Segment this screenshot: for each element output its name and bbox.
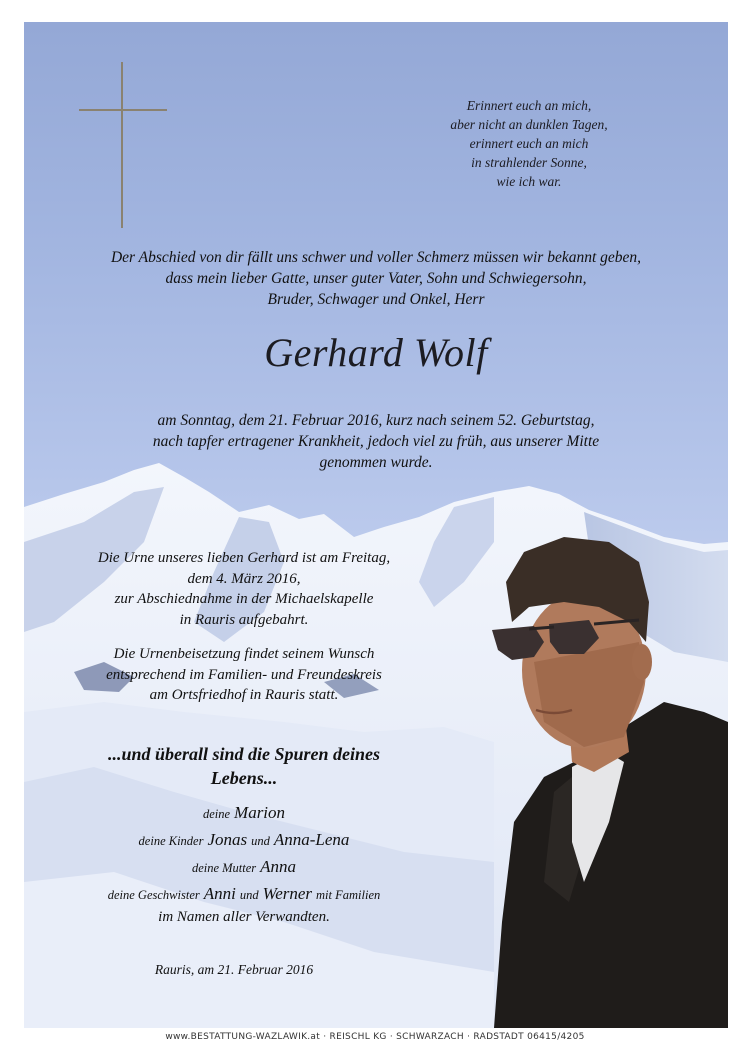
family-wife [64, 803, 424, 823]
intro-line: Der Abschied von dir fällt uns schwer und voller Schmerz müssen wir bekannt geben, [110, 249, 642, 266]
death-line: genommen wurde. [319, 454, 433, 471]
and-word: und [239, 888, 259, 902]
poem-line: erinnert euch an mich [469, 136, 589, 151]
family-mother [64, 857, 424, 877]
poem-line: Erinnert euch an mich, [466, 98, 592, 113]
child-name: Anna-Lena [273, 830, 350, 849]
memorial-quote [64, 742, 424, 790]
family-siblings [64, 884, 424, 904]
poem-line: wie ich war. [496, 174, 562, 189]
burial-line: Die Urnenbeisetzung findet seinem Wunsch [113, 646, 375, 662]
burial-info [54, 644, 434, 706]
wife-prefix: deine [202, 807, 231, 821]
child-name: Jonas [207, 830, 248, 849]
quote-line: Lebens... [210, 768, 278, 788]
wife-name: Marion [234, 803, 286, 822]
death-line: am Sonntag, dem 21. Februar 2016, kurz nach seinem 52. Geburtstag, [157, 412, 595, 429]
urn-line: Die Urne unseres lieben Gerhard ist am Freitag, [97, 550, 391, 566]
children-prefix: deine Kinder [138, 834, 204, 848]
poem-line: aber nicht an dunklen Tagen, [450, 117, 608, 132]
family-children [64, 830, 424, 850]
death-line: nach tapfer ertragener Krankheit, jedoch viel zu früh, aus unserer Mitte [152, 433, 600, 450]
funeral-home-footer: www.BESTATTUNG-WAZLAWIK.at · REISCHL KG · SCHWARZACH · RADSTADT 06415/4205 [165, 1032, 585, 1042]
announcement-intro [24, 247, 728, 310]
mother-name: Anna [260, 857, 297, 876]
burial-line: entsprechend im Familien- und Freundeskreis [106, 666, 382, 683]
and-word: und [251, 834, 270, 848]
relatives-line: im Namen aller Verwandten. [158, 909, 330, 925]
urn-line: zur Abschiednahme in der Michaelskapelle [114, 591, 374, 607]
siblings-prefix: deine Geschwister [107, 888, 200, 902]
urn-line: dem 4. März 2016, [187, 570, 301, 587]
siblings-suffix: mit Familien [316, 888, 381, 902]
memorial-cross [79, 62, 167, 228]
intro-line: dass mein lieber Gatte, unser guter Vater, Sohn und Schwiegersohn, [165, 270, 587, 287]
sibling-name: Anni [203, 884, 236, 903]
intro-line: Bruder, Schwager und Onkel, Herr [267, 291, 485, 308]
mother-prefix: deine Mutter [191, 861, 257, 875]
sibling-name: Werner [262, 884, 313, 903]
death-notice [24, 410, 728, 473]
urn-line: in Rauris aufgebahrt. [179, 611, 309, 628]
obituary-card [24, 22, 728, 1028]
urn-viewing-info [54, 548, 434, 630]
quote-line: ...und überall sind die Spuren deines [107, 744, 381, 764]
poem-line: in strahlender Sonne, [471, 155, 587, 170]
burial-line: am Ortsfriedhof in Rauris statt. [149, 687, 339, 703]
memorial-poem [414, 96, 644, 191]
deceased-name: Gerhard Wolf [264, 330, 488, 375]
place-date: Rauris, am 21. Februar 2016 [154, 962, 314, 977]
